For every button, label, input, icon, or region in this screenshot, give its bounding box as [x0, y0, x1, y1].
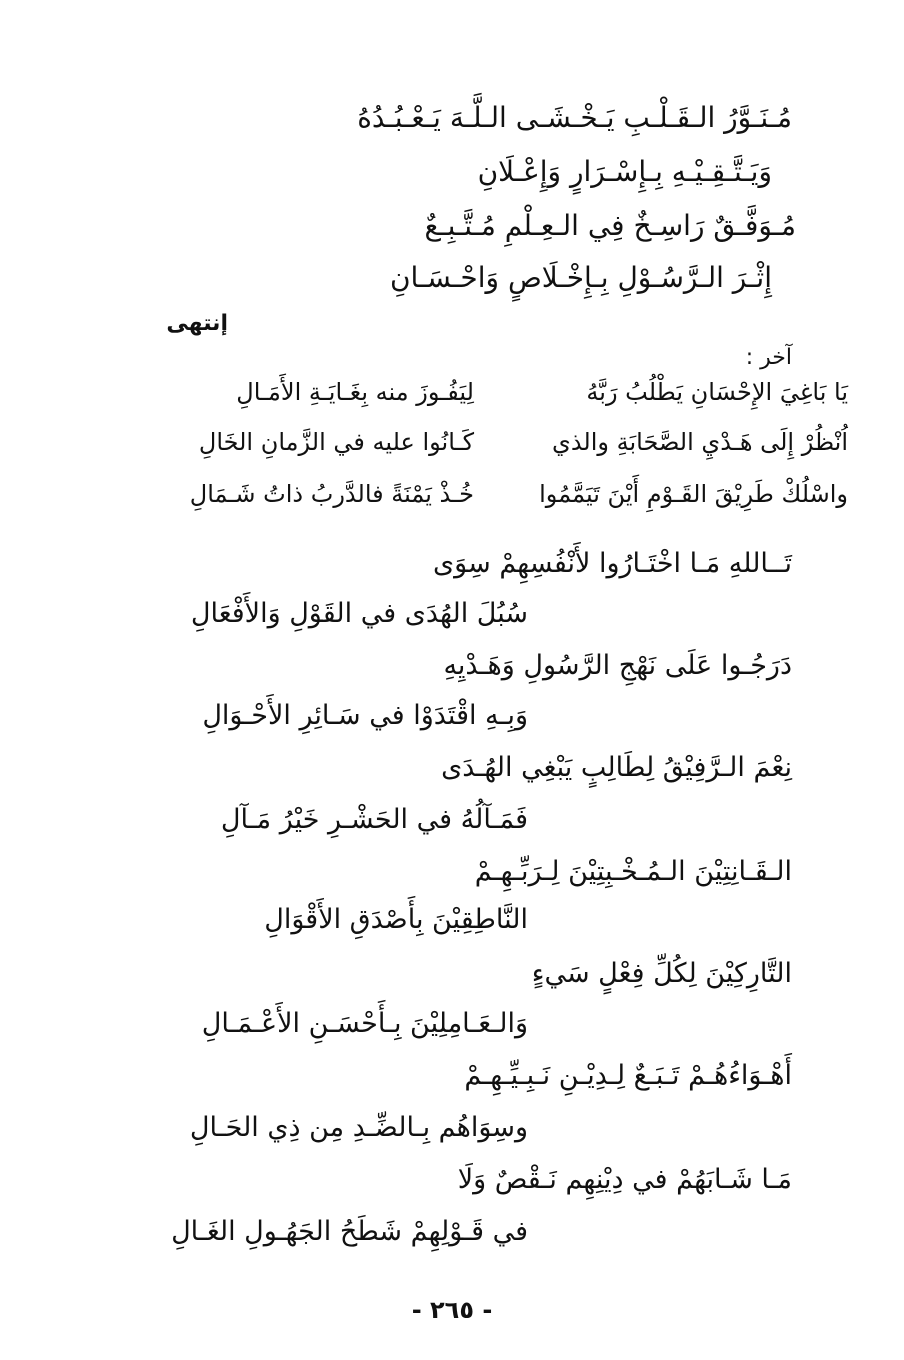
poem2-line-12: وسِوَاهُم بِـالضِّـدِ مِن ذِي الحَـالِ: [189, 1112, 528, 1143]
poem2-line-9: التَّارِكِيْنَ لِكُلِّ فِعْلٍ سَيءٍ: [531, 958, 792, 989]
poem2-line-7: الـقَـانِتِيْنَ الـمُـخْـبِتِيْنَ لِـرَبِّـهِـمْ: [474, 856, 792, 887]
poem1-end-label: إنتهى: [166, 311, 228, 336]
page-number: - ٢٦٥ -: [411, 1296, 493, 1324]
poem2-line-2: سُبُلَ الهُدَى في القَوْلِ وَالأَفْعَالِ: [190, 598, 528, 629]
poem2-line-5: نِعْمَ الـرَّفِيْقُ لِطَالِبٍ يَبْغِي الهُـدَى: [441, 752, 792, 783]
couplet-2-left: كَـانُوا عليه في الزَّمانِ الخَالِ: [198, 428, 474, 456]
poem1-line-2: وَيَـتَّـقِـيْـهِ بِـإِسْـرَارٍ وَإِعْـلَانِ: [477, 155, 772, 188]
poem2-line-4: وَبِـهِ اقْتَدَوْا في سَـائِرِ الأَحْـوَالِ: [202, 700, 528, 731]
couplet-1-right: يَا بَاغِيَ الإِحْسَانِ يَطْلُبُ رَبَّهُ: [586, 378, 848, 406]
poem2-line-14: في قَـوْلِهِمْ شَطَحُ الجَهُـولِ الغَـالِ: [171, 1216, 528, 1247]
poem2-line-10: وَالـعَـامِلِيْنَ بِـأَحْسَـنِ الأَعْـمَـالِ: [201, 1008, 528, 1039]
poem2-line-6: فَمَـآلُهُ في الحَشْـرِ خَيْرُ مَـآلِ: [220, 804, 528, 835]
poem2-line-11: أَهْـوَاءُهُـمْ تَـبَـعٌ لِـدِيْـنِ نَـبِـيِّـهِـمْ: [464, 1060, 792, 1091]
poem1-line-4: إِثْـرَ الـرَّسُـوْلِ بِـإِخْـلَاصٍ وَاحْـسَـانِ: [389, 261, 772, 294]
couplet-2-right: اُنْظُرْ إِلَى هَـدْيِ الصَّحَابَةِ والذي: [552, 428, 848, 456]
poem1-line-3: مُـوَفَّـقٌ رَاسِـخٌ فِي الـعِـلْمِ مُـتَّـبِـعٌ: [424, 209, 796, 242]
poem2-line-8: النَّاطِقِيْنَ بِأَصْدَقِ الأَقْوَالِ: [264, 904, 528, 935]
section2-label: آخر :: [745, 345, 792, 370]
couplet-3-left: خُـذْ يَمْنَةً فالدَّربُ ذاتُ شَـمَالِ: [189, 480, 474, 508]
couplet-1-left: لِيَفُـوزَ منه بِغَـايَـةِ الأَمَـالِ: [236, 378, 474, 406]
couplet-3-right: واسْلُكْ طَرِيْقَ القَـوْمِ أَيْنَ تَيَمَّمُوا: [539, 480, 848, 508]
poem2-line-1: تَــاللهِ مَـا اخْتَـارُوا لأَنْفُسِهِمْ سِوَى: [433, 548, 792, 579]
poem2-line-3: دَرَجُـوا عَلَى نَهْجِ الرَّسُولِ وَهَـدْيِهِ: [443, 650, 792, 681]
poem1-line-1: مُـنَـوَّرُ الـقَـلْـبِ يَـخْـشَـى الـلَّـهَ يَـعْـبُـدُهُ: [357, 101, 792, 134]
poem2-line-13: مَـا شَـابَهُمْ في دِيْنِهِم نَـقْصٌ وَلَا: [457, 1164, 792, 1195]
